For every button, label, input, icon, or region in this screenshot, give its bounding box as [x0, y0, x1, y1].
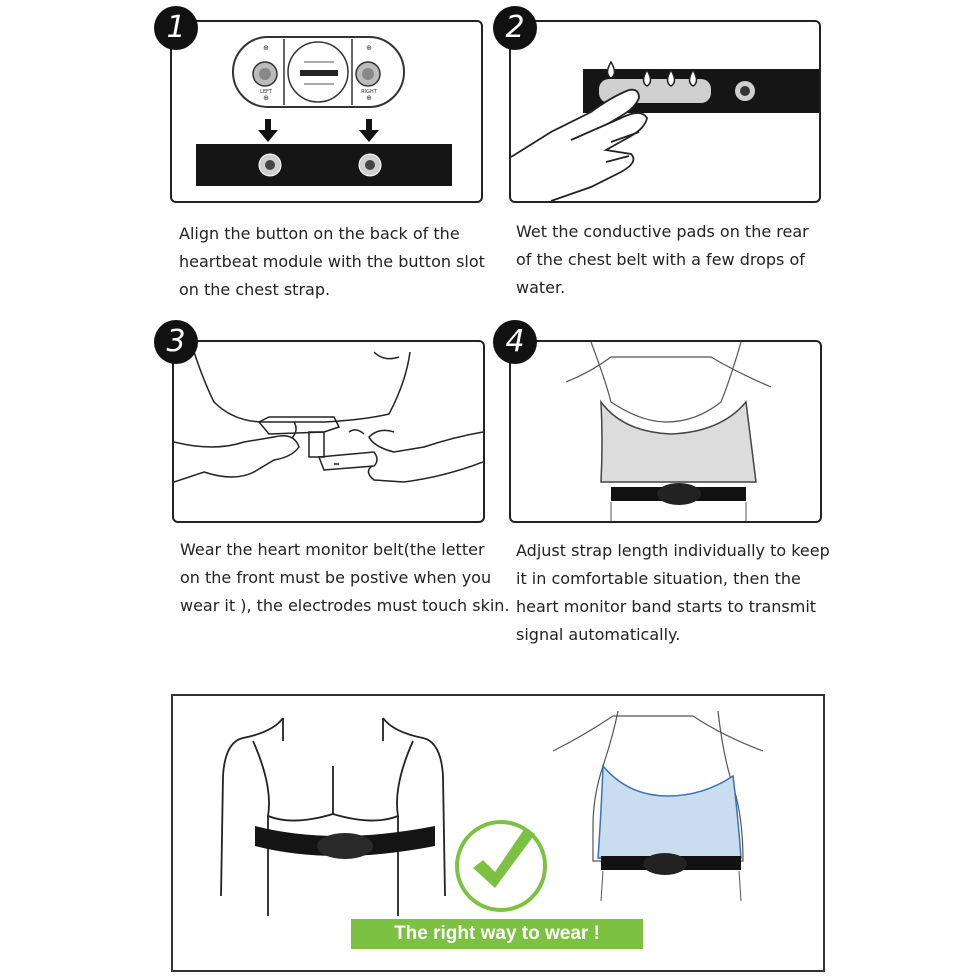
svg-text:⊕: ⊕ [263, 94, 269, 102]
step4-illustration [509, 340, 822, 523]
step2-illustration [509, 20, 821, 203]
step2-caption: Wet the conductive pads on the rear of the chest belt with a few drops of water. [516, 222, 809, 297]
right-way-banner: The right way to wear ! [351, 919, 643, 949]
down-arrow-icon [258, 119, 278, 142]
svg-text:⊕: ⊕ [366, 44, 372, 52]
male-torso-illustration [221, 718, 445, 916]
step3-illustration [172, 340, 485, 523]
svg-text:⊕: ⊕ [366, 94, 372, 102]
module-label-right: RIGHT [361, 89, 377, 95]
right-way-to-wear-panel [171, 694, 825, 972]
fastening-belt-drawing [174, 342, 483, 521]
down-arrow-icon [359, 119, 379, 142]
step-number-badge: 1 [154, 6, 198, 50]
svg-text:⊕: ⊕ [263, 44, 269, 52]
wetting-pads-drawing [511, 22, 819, 201]
step4-caption: Adjust strap length individually to keep it in comfortable situation, then the heart monitor band starts to transmit signal automatically. [516, 541, 830, 644]
step-number-badge: 3 [154, 320, 198, 364]
step1-illustration [170, 20, 483, 203]
step-number-badge: 4 [493, 320, 537, 364]
checkmark-icon [457, 822, 545, 910]
hand-icon [511, 90, 647, 201]
female-torso-illustration [553, 711, 763, 901]
step-number-badge: 2 [493, 6, 537, 50]
torso-with-strap-drawing [511, 342, 820, 521]
module-label-left: LEFT [260, 89, 272, 95]
step1-caption: Align the button on the back of the heartbeat module with the button slot on the chest strap. [179, 224, 485, 299]
module-strap-alignment-drawing [172, 22, 481, 201]
step3-caption: Wear the heart monitor belt(the letter on the front must be postive when you wear it ), the electrodes must touch skin. [180, 540, 510, 615]
